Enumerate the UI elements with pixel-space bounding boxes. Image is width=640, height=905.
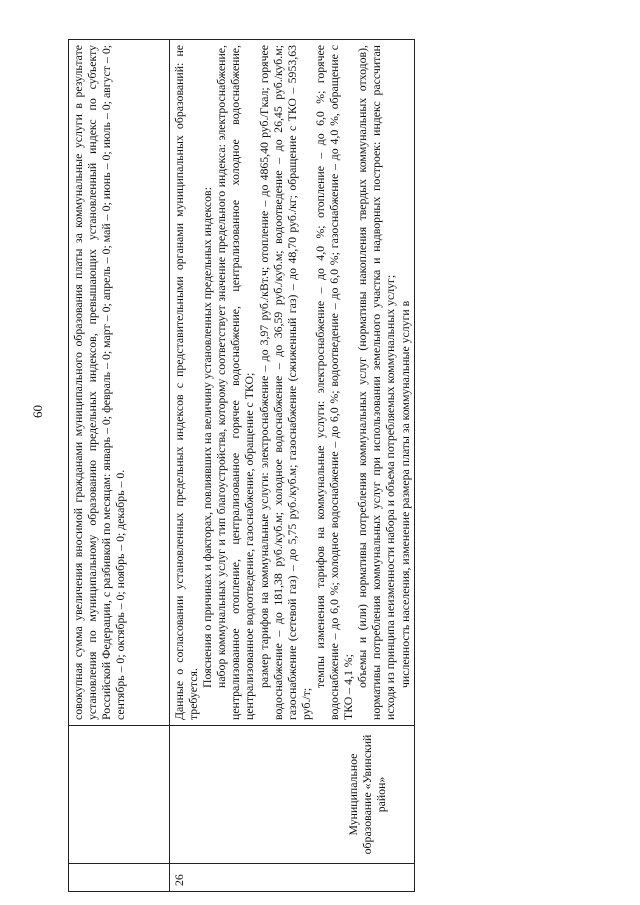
paragraph: темпы изменения тарифов на коммунальные услуги: электроснабжение – до 4,0 %; отопление – до 6,0 %; горячее водоснабжение – до 6,0 %; холодное водоснабжение – до 6,0 %; водоотведение – до 6,0 %; газоснабжение – до 4,0 %, обращение с ТКО – 4,1 %;: [312, 45, 356, 720]
paragraph: Данные о согласовании установленных предельных индексов с представительными органами муниципальных образований: не требуется.: [172, 45, 201, 720]
document-table: [68, 39, 415, 892]
paragraph: численность населения, изменение размера платы за коммунальные услуги в: [397, 300, 412, 688]
content-cell: [69, 40, 170, 726]
content-cell: [170, 40, 415, 726]
page-number: 60: [30, 405, 45, 418]
municipality-name: Муниципальное образование «Увинский район»: [345, 734, 388, 855]
municipality-cell: [170, 726, 415, 864]
paragraph: совокупная сумма увеличения вносимой гражданами муниципального образования платы за коммунальные услуги в результате установления по муниципальному образованию предельных индексов, превышающих установленный индекс по субъекту Российской Федерации, с разбивкой по месяцам: январь – 0; февраль – 0; март – 0; апрель – 0; май – 0; июнь – 0; июль – 0; август – 0; сентябрь – 0; октябрь – 0; ноябрь – 0; декабрь – 0.: [71, 45, 128, 720]
paragraph: набор коммунальных услуг и тип благоустройства, которому соответствует значение предельного индекса: электроснабжение, централизованное отопление, централизованное горячее водоснабжение, централизованное холодное водоснабжение, централизованное водоотведение, газоснабжение, обращение с ТКО;: [214, 45, 257, 720]
paragraph: Пояснения о причинах и факторах, повлиявших на величину установленных предельных индексов:: [200, 187, 215, 688]
paragraph: размер тарифов на коммунальные услуги: электроснабжение – до 3,97 руб./кВт.ч; отопление – до 4865,40 руб./Гкал; горячее водоснабжение – до 181,38 руб./куб.м; холодное водоснабжение – до 36,59 руб./куб.м; водоотведение – до 26,45 руб./куб.м; газоснабжение (сетевой газ) – до 5,75 руб./куб.м; газоснабжение (сжиженный газ) – до 48,70 руб./кг; обращение с ТКО – 5953,63 руб./т;: [256, 45, 313, 720]
row-number-cell: 26: [170, 864, 415, 892]
table-row-26: [170, 40, 415, 892]
municipality-cell-empty: [69, 726, 170, 864]
paragraph: объемы и (или) нормативы потребления коммунальных услуг (нормативы накопления твердых коммунальных отходов), нормативы потребления коммунальных услуг при использовании земельного участка и надворных построек: индекс рассчитан исходя из принципа неизменности набора и объема потребляемых коммунальных услуг;: [355, 45, 398, 720]
number-cell-empty: [69, 864, 170, 892]
table-row-continuation: [69, 40, 170, 892]
rotated-table-container: [68, 40, 568, 892]
